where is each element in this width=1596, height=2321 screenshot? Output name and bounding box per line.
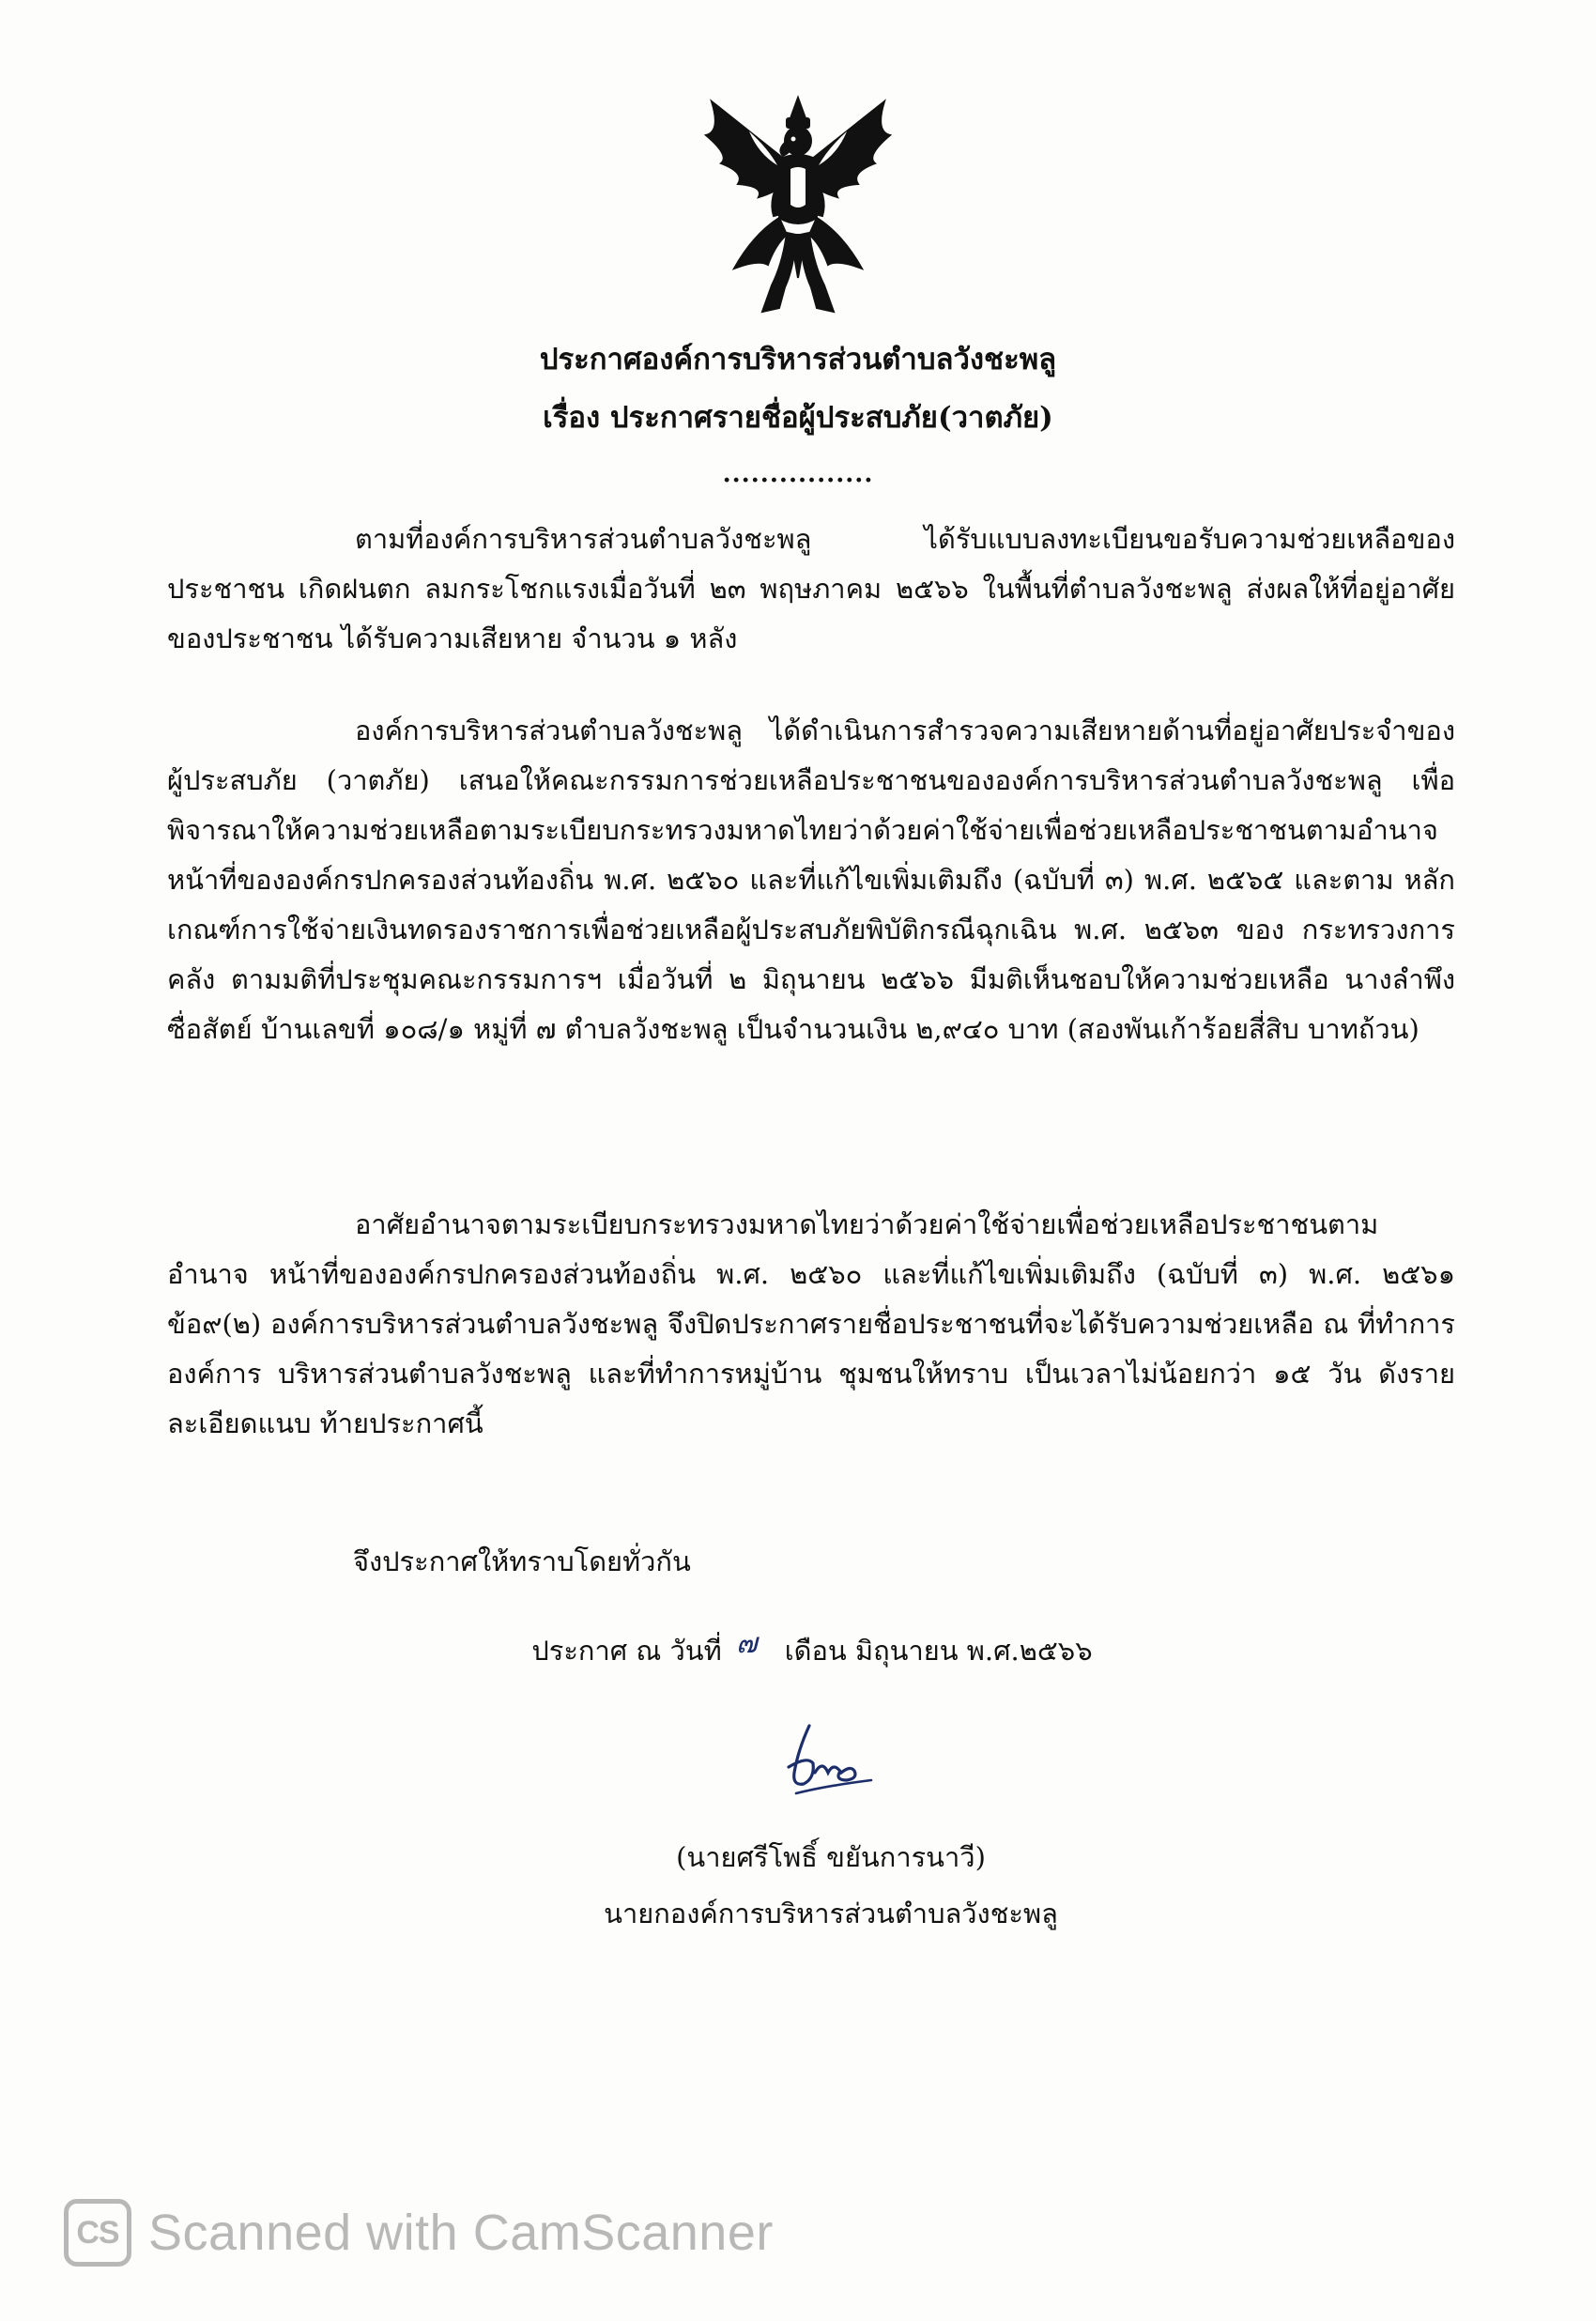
- signer-name: (นายศรีโพธิ์ ขยันการนาวี): [676, 1841, 986, 1873]
- closing-statement: จึงประกาศให้ทราบโดยทั่วกัน: [353, 1545, 691, 1577]
- body-paragraph-1: ตามที่องค์การบริหารส่วนตำบลวังชะพลู ได้รับแบบลงทะเบียนขอรับความช่วยเหลือของประชาชน เกิดฝนตก ลมกระโชกแรงเมื่อวันที่ ๒๓ พฤษภาคม ๒๕๖๖ ในพื้นที่ตำบลวังชะพลู ส่งผลให้ที่อยู่อาศัยของประชาชน ได้รับความเสียหาย จำนวน ๑ หลัง: [167, 523, 1455, 654]
- body-paragraph-3: อาศัยอำนาจตามระเบียบกระทรวงมหาดไทยว่าด้วยค่าใช้จ่ายเพื่อช่วยเหลือประชาชนตามอำนาจ หน้าที่ขององค์กรปกครองส่วนท้องถิ่น พ.ศ. ๒๕๖๐ และที่แก้ไขเพิ่มเติมถึง (ฉบับที่ ๓) พ.ศ. ๒๕๖๑ ข้อ๙(๒) องค์การบริหารส่วนตำบลวังชะพลู จึงปิดประกาศรายชื่อประชาชนที่จะได้รับความช่วยเหลือ ณ ที่ทำการองค์การ บริหารส่วนตำบลวังชะพลู และที่ทำการหมู่บ้าน ชุมชนให้ทราบ เป็นเวลาไม่น้อยกว่า ๑๕ วัน ดังรายละเอียดแนบ ท้ายประกาศนี้: [167, 1208, 1455, 1439]
- signer-position: นายกองค์การบริหารส่วนตำบลวังชะพลู: [604, 1898, 1058, 1929]
- handwritten-signature: [760, 1718, 892, 1812]
- body-paragraph-2: องค์การบริหารส่วนตำบลวังชะพลู ได้ดำเนินการสำรวจความเสียหายด้านที่อยู่อาศัยประจำของ ผู้ประสบภัย (วาตภัย) เสนอให้คณะกรรมการช่วยเหลือประชาชนขององค์การบริหารส่วนตำบลวังชะพลู เพื่อ พิจารณาให้ความช่วยเหลือตามระเบียบกระทรวงมหาดไทยว่าด้วยค่าใช้จ่ายเพื่อช่วยเหลือประชาชนตามอำนาจ หน้าที่ขององค์กรปกครองส่วนท้องถิ่น พ.ศ. ๒๕๖๐ และที่แก้ไขเพิ่มเติมถึง (ฉบับที่ ๓) พ.ศ. ๒๕๖๕ และตาม หลักเกณฑ์การใช้จ่ายเงินทดรองราชการเพื่อช่วยเหลือผู้ประสบภัยพิบัติกรณีฉุกเฉิน พ.ศ. ๒๕๖๓ ของ กระทรวงการคลัง ตามมติที่ประชุมคณะกรรมการฯ เมื่อวันที่ ๒ มิถุนายน ๒๕๖๖ มีมติเห็นชอบให้ความช่วยเหลือ นางลำพึง ซื่อสัตย์ บ้านเลขที่ ๑๐๘/๑ หมู่ที่ ๗ ตำบลวังชะพลู เป็นจำนวนเงิน ๒,๙๔๐ บาท (สองพันเก้าร้อยสี่สิบ บาทถ้วน): [167, 715, 1455, 1045]
- date-suffix: เดือน มิถุนายน พ.ศ.๒๕๖๖: [784, 1635, 1093, 1667]
- announcement-title: ประกาศองค์การบริหารส่วนตำบลวังชะพลู: [539, 343, 1057, 377]
- announcement-subject: เรื่อง ประกาศรายชื่อผู้ประสบภัย(วาตภัย): [543, 401, 1053, 435]
- watermark-text: Scanned with CamScanner: [148, 2205, 774, 2261]
- camscanner-watermark: [64, 2197, 774, 2268]
- garuda-emblem: [693, 94, 903, 319]
- title-separator: ................: [722, 460, 874, 488]
- camscanner-logo-icon: CS: [64, 2199, 131, 2267]
- date-prefix: ประกาศ ณ วันที่: [531, 1635, 722, 1667]
- date-day-handwritten: ๗: [735, 1627, 758, 1660]
- announcement-date: [0, 1629, 1596, 1673]
